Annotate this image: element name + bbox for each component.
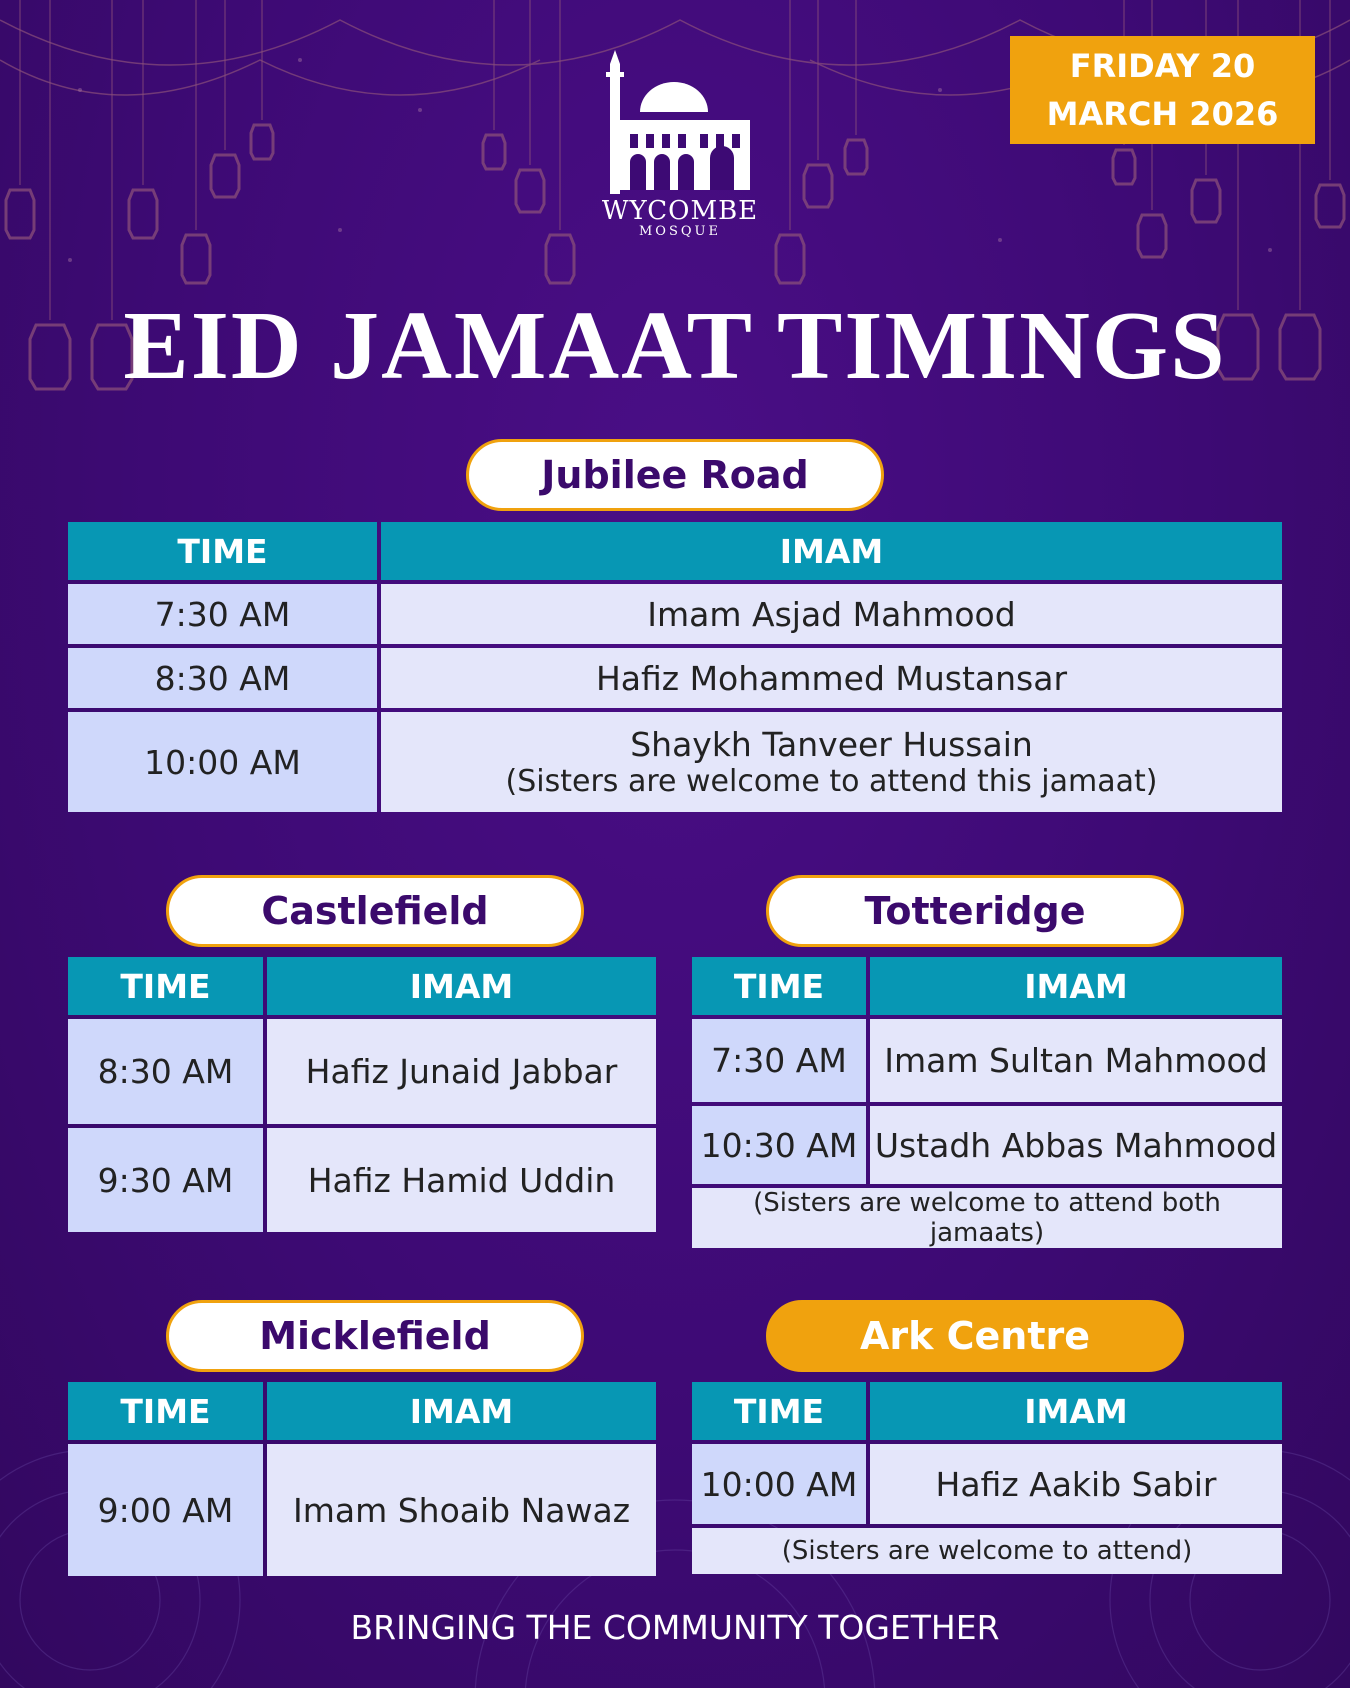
time-cell: 7:30 AM (692, 1019, 866, 1102)
date-badge (1010, 36, 1315, 144)
table-row (68, 712, 1282, 812)
sisters-note: (Sisters are welcome to attend this jamaat) (505, 764, 1158, 799)
table-header-row (68, 1382, 656, 1440)
table-row (68, 584, 1282, 644)
logo-subtitle: MOSQUE (639, 224, 721, 239)
date-line-1: FRIDAY 20 (1069, 47, 1256, 85)
totteridge-timetable (688, 953, 1286, 1252)
jubilee-road-timetable (64, 518, 1286, 816)
time-header: TIME (68, 957, 263, 1015)
imam-cell (381, 712, 1282, 812)
imam-header: IMAM (870, 957, 1282, 1015)
time-cell: 8:30 AM (68, 1019, 263, 1124)
imam-header: IMAM (870, 1382, 1282, 1440)
venue-label-micklefield: Micklefield (166, 1300, 584, 1372)
time-cell: 10:30 AM (692, 1106, 866, 1184)
imam-header: IMAM (267, 1382, 656, 1440)
table-header-row (68, 957, 656, 1015)
table-row (692, 1528, 1282, 1574)
date-line-2: MARCH 2026 (1046, 95, 1279, 133)
time-header: TIME (692, 1382, 866, 1440)
table-row (68, 648, 1282, 708)
imam-cell: Ustadh Abbas Mahmood (870, 1106, 1282, 1184)
time-cell: 7:30 AM (68, 584, 377, 644)
table-row (68, 1128, 656, 1232)
time-header: TIME (692, 957, 866, 1015)
table-row (692, 1444, 1282, 1524)
table-row (692, 1019, 1282, 1102)
table-row (692, 1188, 1282, 1248)
imam-cell: Imam Sultan Mahmood (870, 1019, 1282, 1102)
imam-header: IMAM (267, 957, 656, 1015)
time-cell: 9:00 AM (68, 1444, 263, 1576)
time-header: TIME (68, 1382, 263, 1440)
castlefield-timetable (64, 953, 660, 1236)
logo-name: WYCOMBE (601, 196, 759, 226)
table-header-row (68, 522, 1282, 580)
micklefield-timetable (64, 1378, 660, 1580)
sisters-note: (Sisters are welcome to attend) (692, 1528, 1282, 1574)
imam-cell: Hafiz Junaid Jabbar (267, 1019, 656, 1124)
imam-header: IMAM (381, 522, 1282, 580)
imam-name: Shaykh Tanveer Hussain (630, 725, 1033, 764)
imam-cell: Hafiz Hamid Uddin (267, 1128, 656, 1232)
venue-label-castlefield: Castlefield (166, 875, 584, 947)
time-cell: 8:30 AM (68, 648, 377, 708)
imam-cell: Imam Asjad Mahmood (381, 584, 1282, 644)
table-header-row (692, 957, 1282, 1015)
venue-label-totteridge: Totteridge (766, 875, 1184, 947)
imam-cell: Hafiz Aakib Sabir (870, 1444, 1282, 1524)
table-row (68, 1019, 656, 1124)
sisters-note: (Sisters are welcome to attend both jamaats) (692, 1188, 1282, 1248)
imam-cell: Imam Shoaib Nawaz (267, 1444, 656, 1576)
tagline: BRINGING THE COMMUNITY TOGETHER (350, 1608, 1000, 1647)
time-cell: 10:00 AM (68, 712, 377, 812)
table-row (692, 1106, 1282, 1184)
time-cell: 9:30 AM (68, 1128, 263, 1232)
venue-label-jubilee-road: Jubilee Road (466, 439, 884, 511)
imam-cell: Hafiz Mohammed Mustansar (381, 648, 1282, 708)
ark-centre-timetable (688, 1378, 1286, 1578)
table-header-row (692, 1382, 1282, 1440)
time-cell: 10:00 AM (692, 1444, 866, 1524)
page-title: EID JAMAAT TIMINGS (123, 292, 1227, 400)
time-header: TIME (68, 522, 377, 580)
venue-label-ark-centre: Ark Centre (766, 1300, 1184, 1372)
table-row (68, 1444, 656, 1576)
